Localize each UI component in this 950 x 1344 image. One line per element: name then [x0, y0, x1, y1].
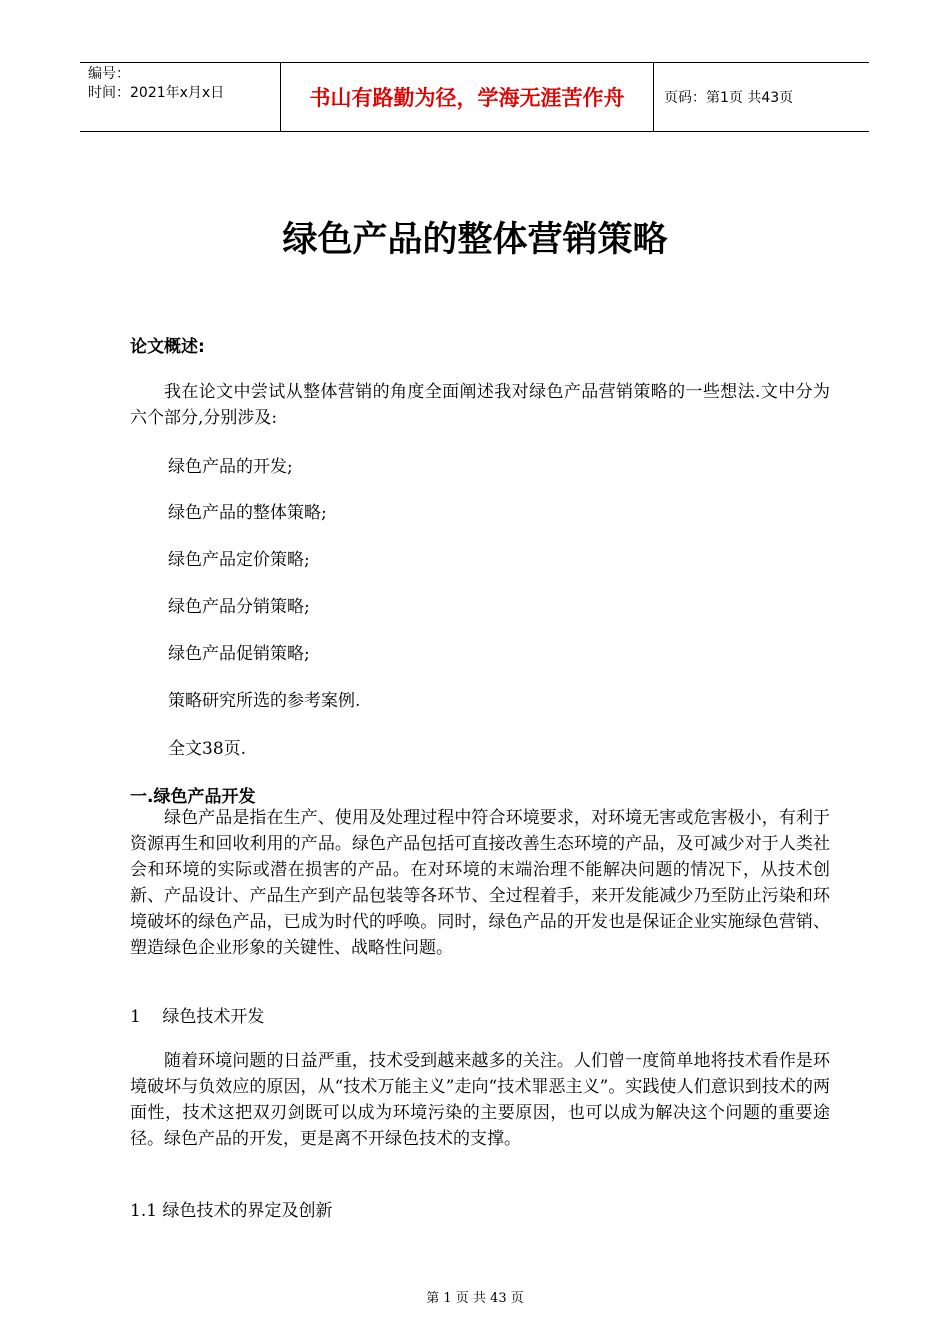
abstract-item: 绿色产品定价策略; [168, 550, 310, 570]
abstract-item: 策略研究所选的参考案例. [168, 691, 361, 711]
abstract-item: 绿色产品的整体策略; [168, 503, 327, 523]
section-body: 绿色产品是指在生产、使用及处理过程中符合环境要求，对环境无害或危害极小，有利于资源再生和回收利用的产品。绿色产品包括可直接改善生态环境的产品，及可减少对于人类社会和环境的实际或潜在损害的产品。在对环境的末端治理不能解决问题的情况下，从技术创新、产品设计、产品生产到产品包装等各环节、全过程着手，来开发能减少乃至防止污染和环境破坏的绿色产品，已成为时代的呼唤。同时，绿色产品的开发也是保证企业实施绿色营销、塑造绿色企业形象的关键性、战略性问题。 [130, 808, 830, 958]
number-label: 编号： [88, 66, 130, 82]
subsection-heading: 1 绿色技术开发 [130, 1007, 265, 1027]
abstract-item: 绿色产品的开发; [168, 457, 293, 477]
page-footer: 第 1 页 共 43 页 [426, 1291, 524, 1306]
abstract-intro: 我在论文中尝试从整体营销的角度全面阐述我对绿色产品营销策略的一些想法.文中分为六个部分,分别涉及: [130, 382, 830, 428]
time-label: 时间：2021年x月x日 [88, 85, 225, 101]
header-page-info: 页码：第1页 共43页 [664, 90, 794, 106]
abstract-item: 绿色产品分销策略; [168, 597, 310, 617]
subsection-body: 随着环境问题的日益严重，技术受到越来越多的关注。人们曾一度简单地将技术看作是环境破坏与负效应的原因，从“技术万能主义”走向“技术罪恶主义”。实践使人们意识到技术的两面性，技术这把双刃剑既可以成为环境污染的主要原因，也可以成为解决这个问题的重要途径。绿色产品的开发，更是离不开绿色技术的支撑。 [130, 1051, 830, 1149]
subsection-heading: 1.1 绿色技术的界定及创新 [130, 1201, 333, 1221]
page-header [80, 62, 869, 132]
section-heading: 一.绿色产品开发 [130, 787, 256, 807]
abstract-item: 绿色产品促销策略; [168, 644, 310, 664]
header-motto: 书山有路勤为径，学海无涯苦作舟 [281, 63, 654, 131]
abstract-heading: 论文概述: [130, 337, 205, 357]
header-meta [80, 63, 281, 131]
document-title: 绿色产品的整体营销策略 [282, 220, 668, 260]
length-note: 全文38页. [168, 739, 247, 759]
